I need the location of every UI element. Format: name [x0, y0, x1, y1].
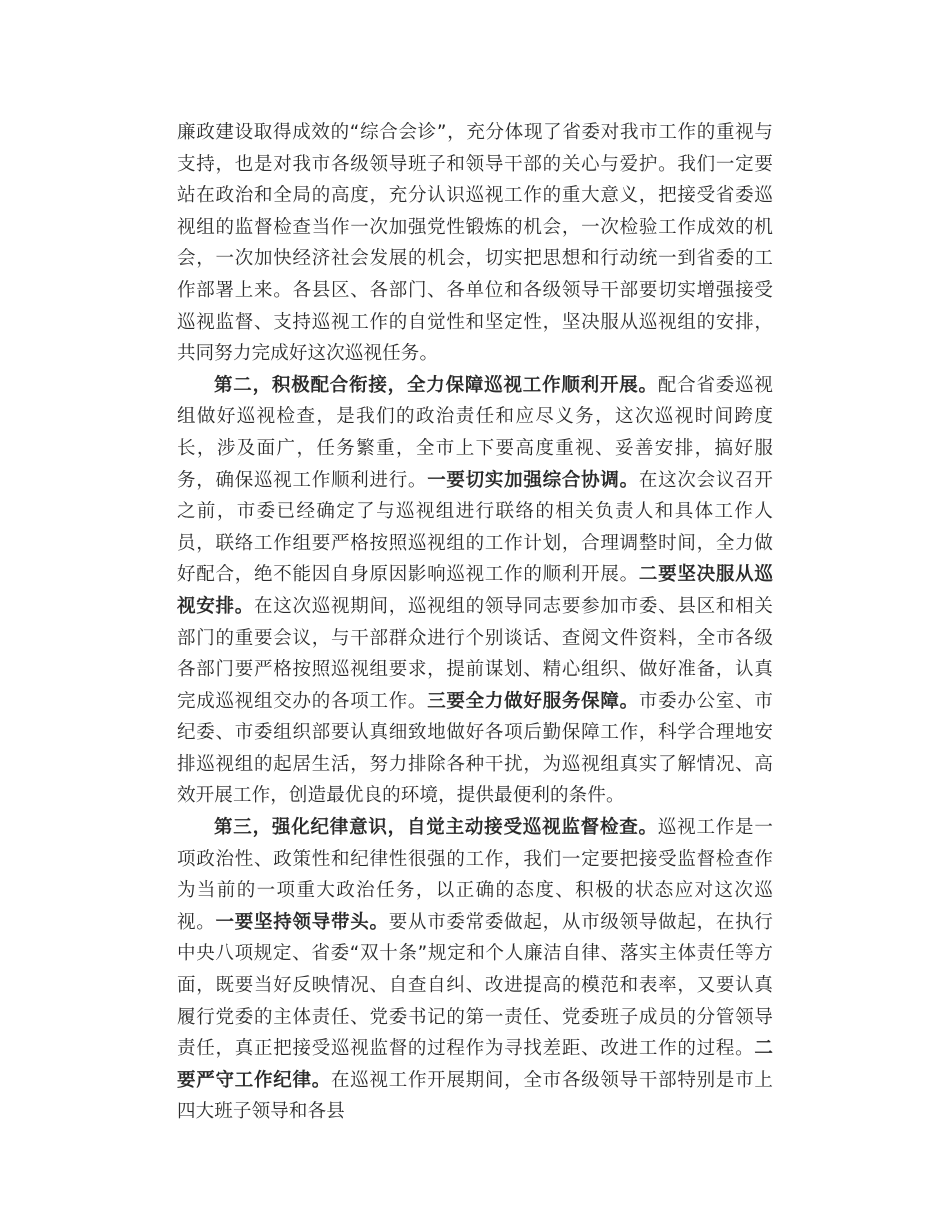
- paragraph-text: 在这次会议召开之前，市委已经确定了与巡视组进行联络的相关负责人和具体工作人员，联络工作组要严格按照巡视组的工作计划，合理调整时间，全力做好配合，绝不能因自身原因影响巡视工作的顺利开展。: [177, 469, 774, 586]
- subpoint-heading: 一要切实加强综合协调。: [427, 469, 639, 491]
- paragraph-text: 配合省委巡视组做好巡视检查，是我们的政治责任和应尽义务，这次巡视时间跨度长，涉及面广，任务繁重，全市上下要高度重视、妥善安排，搞好服务，确保巡视工作顺利进行。: [177, 374, 773, 491]
- paragraph-text: 廉政建设取得成效的“综合会诊”，充分体现了省委对我市工作的重视与支持，也是对我市各级领导班子和领导干部的关心与爱护。我们一定要站在政治和全局的高度，充分认识巡视工作的重大意义，把接受省委巡视组的监督检查当作一次加强党性锻炼的机会，一次检验工作成效的机会，一次加快经济社会发展的机会，切实把思想和行动统一到省委的工作部署上来。各县区、各部门、各单位和各级领导干部要切实增强接受巡视监督、支持巡视工作的自觉性和坚定性，坚决服从巡视组的安排，共同努力完成好这次巡视任务。: [177, 122, 773, 365]
- subpoint-heading: 二要坚决服从巡视安排。: [177, 564, 773, 617]
- section-heading-third: 第三，强化纪律意识，自觉主动接受巡视监督检查。: [214, 817, 658, 839]
- subpoint-heading: 二要严守工作纪律。: [177, 1038, 773, 1091]
- section-heading-second: 第二，积极配合衔接，全力保障巡视工作顺利开展。: [214, 374, 658, 396]
- paragraph-text: 巡视工作是一项政治性、政策性和纪律性很强的工作，我们一定要把接受监督检查作为当前的一项重大政治任务，以正确的态度、积极的状态应对这次巡视。: [177, 817, 773, 933]
- paragraph-text: 在这次巡视期间，巡视组的领导同志要参加市委、县区和相关部门的重要会议，与干部群众进行个别谈话、查阅文件资料，全市各级各部门要严格按照巡视组要求，提前谋划、精心组织、做好准备，认真完成巡视组交办的各项工作。: [177, 595, 773, 712]
- subpoint-heading: 一要坚持领导带头。: [215, 911, 389, 933]
- paragraph-second-point: [177, 370, 773, 812]
- paragraph-third-point: [177, 812, 773, 1128]
- subpoint-heading: 三要全力做好服务保障。: [427, 690, 639, 712]
- paragraph-text: 市委办公室、市纪委、市委组织部要认真细致地做好各项后勤保障工作，科学合理地安排巡视组的起居生活，努力排除各种干扰，为巡视组真实了解情况、高效开展工作，创造最优良的环境，提供最便利的条件。: [177, 690, 774, 807]
- paragraph-intro: [177, 117, 773, 370]
- document-page: [177, 117, 773, 1128]
- paragraph-text: 在巡视工作开展期间，全市各级领导干部特别是市上四大班子领导和各县: [177, 1069, 774, 1123]
- paragraph-text: 要从市委常委做起，从市级领导做起，在执行中央八项规定、省委“双十条”规定和个人廉洁自律、落实主体责任等方面，既要当好反映情况、自查自纠、改进提高的模范和表率，又要认真履行党委的主体责任、党委书记的第一责任、党委班子成员的分管领导责任，真正把接受巡视监督的过程作为寻找差距、改进工作的过程。: [177, 911, 773, 1060]
